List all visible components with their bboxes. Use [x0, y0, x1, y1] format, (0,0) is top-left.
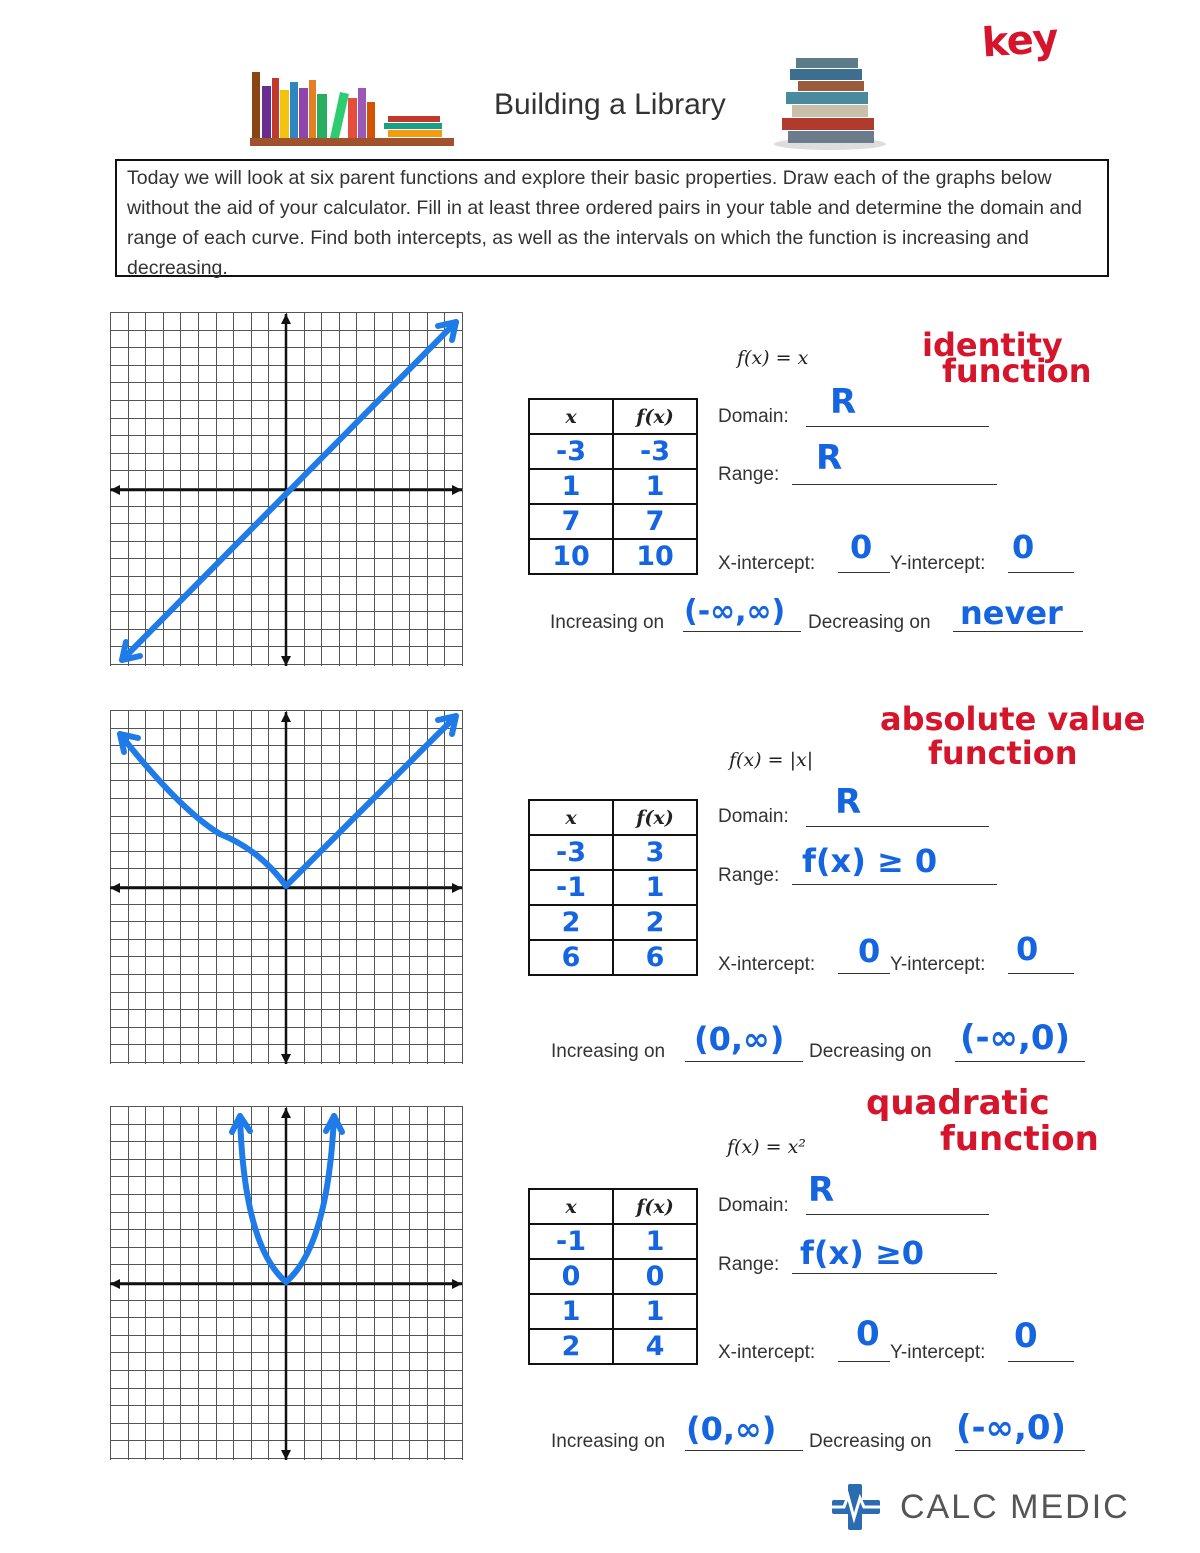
- increasing-label: Increasing on: [550, 612, 665, 633]
- function-name-1-line1: identity: [922, 326, 1063, 364]
- cell[interactable]: 1: [613, 870, 697, 905]
- table-row: [529, 1329, 697, 1364]
- cell[interactable]: -3: [613, 434, 697, 469]
- y-intercept-label: Y-intercept:: [890, 954, 986, 975]
- y-intercept-answer-2[interactable]: 0: [1016, 930, 1039, 968]
- table-2: [528, 799, 698, 976]
- y-intercept-answer-1[interactable]: 0: [1012, 528, 1035, 566]
- cell[interactable]: -3: [529, 835, 613, 870]
- table-1: [528, 398, 698, 575]
- cell[interactable]: 10: [529, 539, 613, 574]
- increasing-label: Increasing on: [551, 1431, 666, 1452]
- cell[interactable]: 1: [613, 1294, 697, 1329]
- function-name-2: [880, 700, 1146, 772]
- table-row: [529, 1224, 697, 1259]
- domain-label: Domain:: [718, 806, 789, 827]
- cell[interactable]: 1: [529, 1294, 613, 1329]
- y-intercept-label: Y-intercept:: [890, 1342, 986, 1363]
- table-row: [529, 870, 697, 905]
- increasing-answer-1[interactable]: (-∞,∞): [684, 594, 786, 629]
- bookshelf-icon: [248, 68, 458, 150]
- cell[interactable]: 7: [529, 504, 613, 539]
- function-name-2-line1: absolute value: [880, 700, 1146, 738]
- x-intercept-label: X-intercept:: [718, 553, 816, 574]
- table-1-header-fx: f(x): [613, 399, 697, 434]
- table-3-header-fx: f(x): [613, 1189, 697, 1224]
- graph-quadratic: [110, 1106, 465, 1462]
- cell[interactable]: 0: [613, 1259, 697, 1294]
- y-intercept-answer-3[interactable]: 0: [1014, 1316, 1038, 1356]
- increasing-answer-2[interactable]: (0,∞): [694, 1020, 785, 1058]
- range-answer-1[interactable]: R: [816, 438, 843, 478]
- table-row: [529, 940, 697, 975]
- increasing-label: Increasing on: [551, 1041, 666, 1062]
- table-1-header-x: x: [529, 399, 613, 434]
- function-name-1-line2: function: [942, 352, 1092, 390]
- table-row: [529, 539, 697, 574]
- range-answer-2[interactable]: f(x) ≥ 0: [802, 842, 938, 880]
- table-2-header-fx: f(x): [613, 800, 697, 835]
- brand-name: CALC MEDIC: [900, 1488, 1130, 1526]
- cell[interactable]: 10: [613, 539, 697, 574]
- page-title: Building a Library: [494, 88, 726, 121]
- absolute-value-curve: [120, 716, 456, 886]
- domain-answer-3[interactable]: R: [808, 1170, 835, 1210]
- range-label: Range:: [718, 1254, 780, 1275]
- cell[interactable]: -1: [529, 870, 613, 905]
- table-row: [529, 434, 697, 469]
- table-row: [529, 1294, 697, 1329]
- cell[interactable]: 2: [529, 1329, 613, 1364]
- cell[interactable]: 4: [613, 1329, 697, 1364]
- equation-3: f(x) = x²: [727, 1136, 806, 1158]
- table-row: [529, 504, 697, 539]
- cell[interactable]: 1: [529, 469, 613, 504]
- instructions-box: Today we will look at six parent functions and explore their basic properties. Draw each of the graphs below without the aid of your calculator. Fill in at least three ordered pairs in your table and determine the domain and range of each curve. Find both intercepts, as well as the intervals on which the function is increasing and decreasing.: [115, 159, 1109, 277]
- increasing-answer-3[interactable]: (0,∞): [686, 1410, 777, 1448]
- book-stack-icon: [768, 52, 890, 152]
- calc-medic-logo-icon: [830, 1482, 882, 1532]
- decreasing-label: Decreasing on: [809, 1041, 932, 1062]
- table-3: [528, 1188, 698, 1365]
- decreasing-label: Decreasing on: [809, 1431, 932, 1452]
- range-label: Range:: [718, 464, 780, 485]
- decreasing-label: Decreasing on: [808, 612, 931, 633]
- function-name-1: [922, 326, 1092, 390]
- cell[interactable]: 2: [613, 905, 697, 940]
- table-row: [529, 835, 697, 870]
- x-intercept-answer-1[interactable]: 0: [850, 528, 873, 566]
- cell[interactable]: 6: [613, 940, 697, 975]
- cell[interactable]: 0: [529, 1259, 613, 1294]
- domain-answer-2[interactable]: R: [835, 782, 862, 822]
- cell[interactable]: -1: [529, 1224, 613, 1259]
- equation-1: f(x) = x: [737, 347, 809, 369]
- cell[interactable]: 7: [613, 504, 697, 539]
- key-annotation: key: [980, 15, 1060, 67]
- range-label: Range:: [718, 865, 780, 886]
- graph-identity: [110, 312, 465, 668]
- y-intercept-label: Y-intercept:: [890, 553, 986, 574]
- table-row: [529, 905, 697, 940]
- decreasing-answer-3[interactable]: (-∞,0): [956, 1408, 1067, 1448]
- domain-label: Domain:: [718, 406, 789, 427]
- x-intercept-label: X-intercept:: [718, 1342, 816, 1363]
- x-intercept-label: X-intercept:: [718, 954, 816, 975]
- table-2-header-x: x: [529, 800, 613, 835]
- cell[interactable]: 1: [613, 1224, 697, 1259]
- x-intercept-answer-2[interactable]: 0: [858, 932, 881, 970]
- cell[interactable]: 2: [529, 905, 613, 940]
- domain-answer-1[interactable]: R: [830, 382, 857, 422]
- decreasing-answer-1[interactable]: never: [960, 594, 1063, 632]
- cell[interactable]: 6: [529, 940, 613, 975]
- table-row: [529, 1259, 697, 1294]
- x-intercept-answer-3[interactable]: 0: [856, 1314, 880, 1354]
- function-name-2-line2: function: [928, 734, 1078, 772]
- graph-absolute-value: [110, 710, 465, 1066]
- table-3-header-x: x: [529, 1189, 613, 1224]
- table-row: [529, 469, 697, 504]
- equation-2: f(x) = |x|: [729, 749, 814, 771]
- cell[interactable]: -3: [529, 434, 613, 469]
- range-answer-3[interactable]: f(x) ≥0: [800, 1234, 925, 1272]
- cell[interactable]: 1: [613, 469, 697, 504]
- function-name-3: [866, 1083, 1099, 1159]
- function-name-3-line2: function: [940, 1119, 1099, 1159]
- domain-label: Domain:: [718, 1195, 789, 1216]
- cell[interactable]: 3: [613, 835, 697, 870]
- decreasing-answer-2[interactable]: (-∞,0): [960, 1018, 1071, 1058]
- function-name-3-line1: quadratic: [866, 1083, 1050, 1123]
